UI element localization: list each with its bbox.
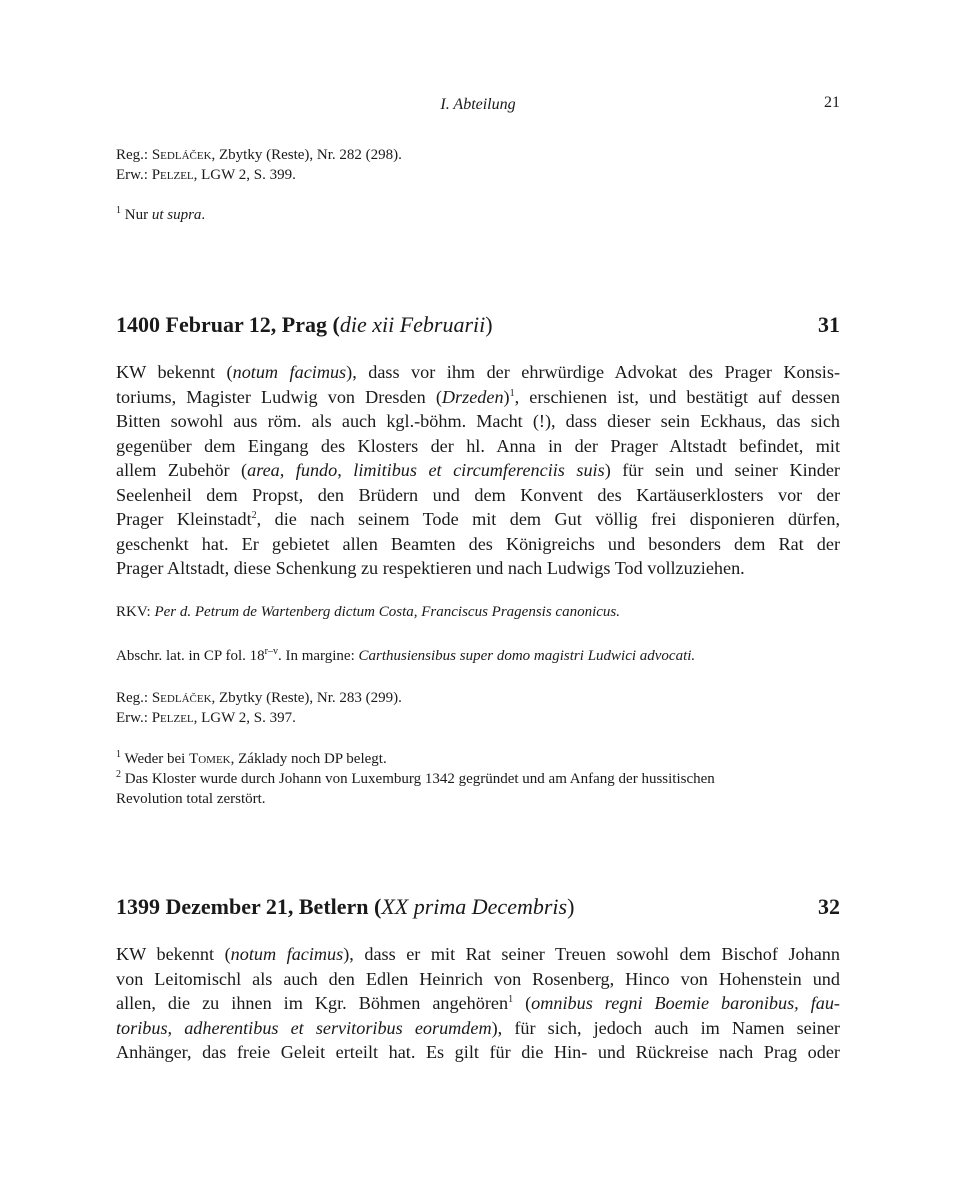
text-line: toribus, adherentibus et servitoribus eorumdem), für sich, jedoch auch im Namen seiner — [116, 1017, 840, 1038]
document-number: 32 — [818, 894, 840, 919]
erw-line: Erw.: Pelzel, LGW 2, S. 397. — [116, 710, 296, 726]
prev-footnote: $^1$ Nur ut supra. — [116, 205, 206, 223]
document-number: 31 — [818, 312, 840, 337]
references-31 — [116, 688, 840, 728]
text-line: allem Zubehör (area, fundo, limitibus et circumferenciis suis) für sein und seiner Kinder — [116, 460, 840, 480]
author-name: Sedláček — [151, 690, 212, 706]
text-line: Prager Altstadt, diese Schenkung zu respektieren und nach Ludwigs Tod vollzuziehen. — [116, 558, 745, 578]
text-line: KW bekennt (notum facimus), dass er mit Rat seiner Treuen sowohl dem Bischof Johann — [116, 944, 840, 964]
author-name: Pelzel — [151, 167, 194, 183]
text-line: Anhänger, das freie Geleit erteilt hat. Es gilt für die Hin- und Rückreise nach Prag oder — [116, 1042, 840, 1062]
text-line: allen, die zu ihnen im Kgr. Böhmen angehören$^1$ (omnibus regni Boemie baronibus, fau- — [116, 993, 840, 1013]
text-line: Prager Kleinstadt$^2$, die nach seinem Tode mit dem Gut völlig frei disponieren dürfen, — [116, 509, 840, 529]
reg-line: Reg.: Sedláček, Zbytky (Reste), Nr. 282 (298). — [116, 147, 402, 163]
page-number: 21 — [824, 94, 840, 111]
text-line: gegenüber dem Eingang des Klosters der hl. Anna in der Prager Altstadt befindet, mit — [116, 435, 840, 456]
section-title: I. Abteilung — [440, 96, 516, 113]
copy-note: Abschr. lat. in CP fol. 18$^{r-v}$. In margine: Carthusiensibus super domo magistri Ludwici advocati. — [116, 646, 696, 664]
rkv-note: RKV: Per d. Petrum de Wartenberg dictum Costa, Franciscus Pragensis canonicus. — [116, 604, 620, 620]
document-body-32 — [116, 942, 840, 1065]
document-heading-31: 1400 Februar 12, Prag (die xii Februarii) 31 — [116, 312, 840, 337]
text-line: Seelenheil dem Propst, den Brüdern und dem Konvent des Kartäuserklosters vor der — [116, 484, 840, 505]
author-name: Tomek — [189, 751, 231, 767]
document-heading-32: 1399 Dezember 21, Betlern (XX prima Decembris) 32 — [116, 894, 840, 919]
text-line: KW bekennt (notum facimus), dass vor ihm der ehrwürdige Advokat des Prager Konsis- — [116, 362, 840, 382]
footnote-2: $^2$ Das Kloster wurde durch Johann von Luxemburg 1342 gegründet und am Anfang der hussitischen Revolution total zerstört. — [116, 769, 715, 807]
author-name: Sedláček — [151, 147, 212, 163]
text-line: von Leitomischl als auch den Edlen Heinrich von Rosenberg, Hinco von Hohenstein und — [116, 968, 840, 989]
running-head — [116, 94, 840, 118]
footnote-1: $^1$ Weder bei Tomek, Základy noch DP belegt. — [116, 749, 387, 767]
text-line: geschenkt hat. Er gebietet allen Beamten des Königreichs und besonders dem Rat der — [116, 533, 840, 554]
erw-line: Erw.: Pelzel, LGW 2, S. 399. — [116, 167, 296, 183]
footnotes-31 — [116, 749, 840, 809]
text-line: toriums, Magister Ludwig von Dresden (Drzeden)$^1$, erschienen ist, und bestätigt auf dessen — [116, 386, 841, 407]
prev-references — [116, 145, 840, 185]
reg-line: Reg.: Sedláček, Zbytky (Reste), Nr. 283 (299). — [116, 690, 402, 706]
author-name: Pelzel — [151, 710, 194, 726]
document-body-31 — [116, 360, 840, 581]
text-line: Bitten sowohl aus röm. als auch kgl.-böhm. Macht (!), dass dieser sein Eckhaus, das sich — [116, 411, 840, 431]
footnote-mark: 1 — [116, 205, 121, 216]
